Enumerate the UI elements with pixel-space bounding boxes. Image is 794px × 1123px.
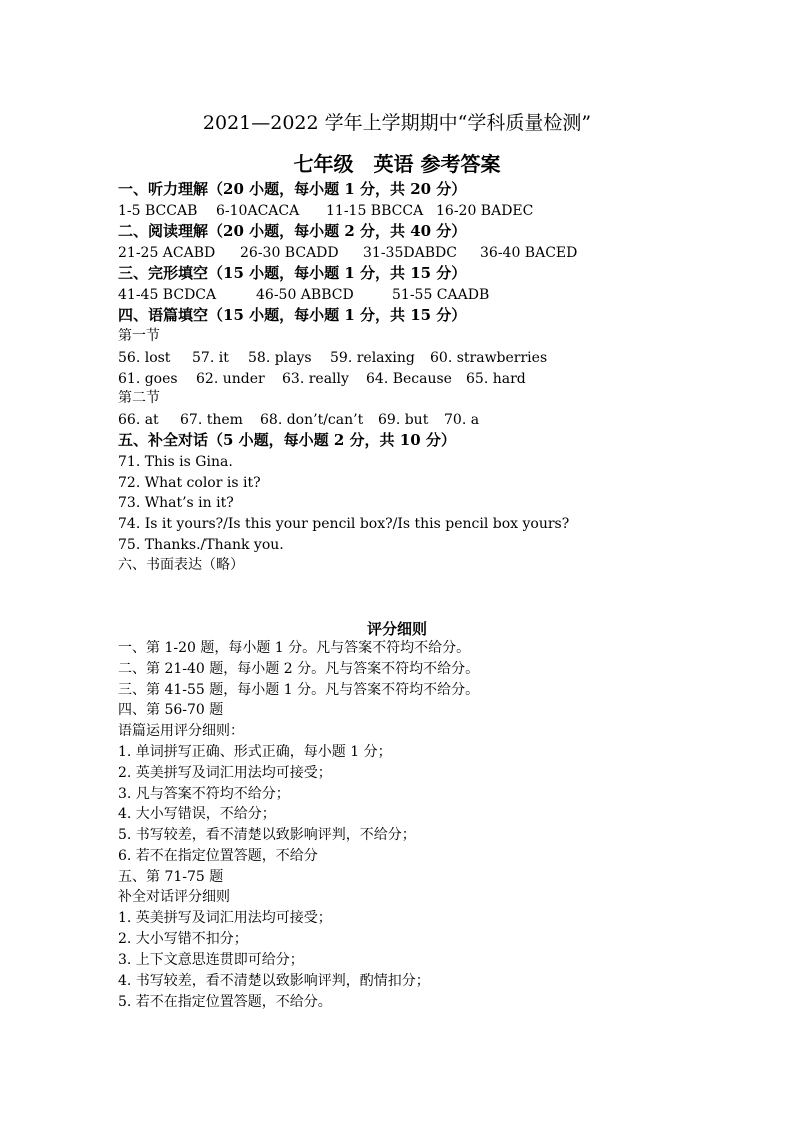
answer-group: 26-30 BCADD (240, 245, 339, 261)
dialogue-answer: 71. This is Gina. (118, 454, 233, 470)
rule-line: 语篇运用评分细则： (118, 723, 244, 739)
answer-item: 64. Because (366, 371, 452, 387)
answer-group: 31-35DABDC (363, 245, 457, 261)
answer-item: 59. relaxing (330, 350, 415, 366)
dialogue-answer: 74. Is it yours?/Is this your pencil box?/Is this pencil box yours? (118, 516, 570, 532)
rule-line: 3. 上下文意思连贯即可给分； (118, 952, 304, 968)
rule-line: 4. 书写较差，看不清楚以致影响评判，酌情扣分； (118, 973, 430, 989)
rule-line: 一、第 1-20 题，每小题 1 分。凡与答案不符均不给分。 (118, 640, 471, 656)
answer-item: 70. a (444, 412, 480, 428)
rule-line: 三、第 41-55 题，每小题 1 分。凡与答案不符均不给分。 (118, 682, 480, 698)
dialogue-answer: 73. What’s in it? (118, 495, 234, 511)
dialogue-answer: 75. Thanks./Thank you. (118, 537, 284, 553)
answer-group: 36-40 BACED (480, 245, 578, 261)
rule-line: 2. 英美拼写及词汇用法均可接受； (118, 765, 332, 781)
document-subtitle: 七年级 英语 参考答案 (293, 152, 501, 176)
answer-item: 63. really (282, 371, 349, 387)
answer-item: 60. strawberries (430, 350, 548, 366)
rule-line: 二、第 21-40 题，每小题 2 分。凡与答案不符均不给分。 (118, 661, 480, 677)
section-4-heading: 四、语篇填空（15 小题，每小题 1 分，共 15 分） (118, 306, 467, 324)
answer-group: 16-20 BADEC (436, 203, 534, 219)
part-1-label: 第一节 (118, 328, 160, 344)
section-3-heading: 三、完形填空（15 小题，每小题 1 分，共 15 分） (118, 264, 467, 282)
section-2-heading: 二、阅读理解（20 小题，每小题 2 分，共 40 分） (118, 222, 467, 240)
answer-item: 68. don’t/can’t (260, 412, 364, 428)
answer-item: 66. at (118, 412, 159, 428)
answer-item: 65. hard (466, 371, 526, 387)
rule-line: 1. 英美拼写及词汇用法均可接受； (118, 910, 332, 926)
answer-item: 62. under (196, 371, 265, 387)
rule-line: 1. 单词拼写正确、形式正确，每小题 1 分； (118, 744, 392, 760)
section-6-heading: 六、书面表达（略） (118, 557, 244, 573)
answer-group: 6-10ACACA (216, 203, 300, 219)
section-1-heading: 一、听力理解（20 小题，每小题 1 分，共 20 分） (118, 180, 467, 198)
answer-item: 69. but (378, 412, 429, 428)
part-2-label: 第二节 (118, 390, 160, 406)
answer-group: 51-55 CAADB (392, 287, 490, 303)
answer-item: 56. lost (118, 350, 171, 366)
rule-line: 3. 凡与答案不符均不给分； (118, 786, 290, 802)
dialogue-answer: 72. What color is it? (118, 475, 261, 491)
section-5-heading: 五、补全对话（5 小题，每小题 2 分，共 10 分） (118, 431, 456, 449)
document-title: 2021—2022 学年上学期期中“学科质量检测” (202, 112, 592, 134)
answer-group: 41-45 BCDCA (118, 287, 217, 303)
rule-line: 补全对话评分细则 (118, 889, 230, 905)
rule-line: 5. 若不在指定位置答题，不给分。 (118, 994, 332, 1010)
rule-line: 2. 大小写错不扣分； (118, 931, 248, 947)
answer-item: 67. them (180, 412, 243, 428)
answer-item: 57. it (192, 350, 229, 366)
rule-line: 五、第 71-75 题 (118, 869, 224, 885)
answer-group: 1-5 BCCAB (118, 203, 198, 219)
answer-item: 61. goes (118, 371, 178, 387)
rule-line: 5. 书写较差，看不清楚以致影响评判，不给分； (118, 827, 416, 843)
answer-group: 11-15 BBCCA (326, 203, 424, 219)
answer-group: 21-25 ACABD (118, 245, 216, 261)
answer-group: 46-50 ABBCD (256, 287, 354, 303)
scoring-rules-title: 评分细则 (366, 620, 427, 638)
rule-line: 4. 大小写错误，不给分； (118, 806, 276, 822)
answer-item: 58. plays (248, 350, 312, 366)
rule-line: 四、第 56-70 题 (118, 702, 224, 718)
rule-line: 6. 若不在指定位置答题，不给分 (118, 848, 318, 864)
